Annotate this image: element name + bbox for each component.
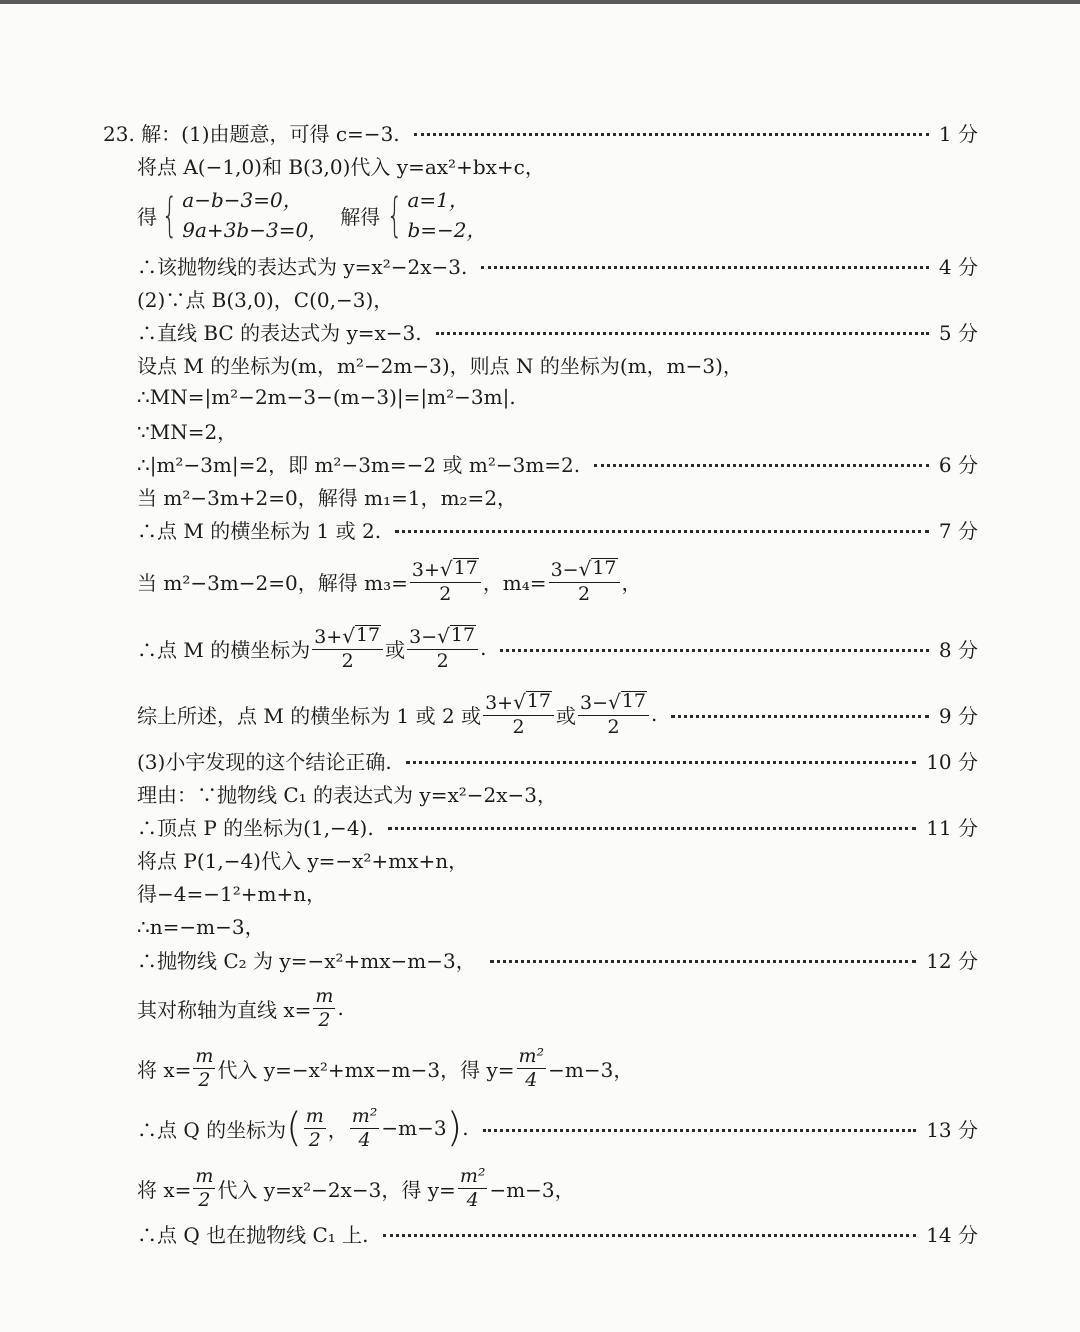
fraction-numerator: 3− — [409, 625, 438, 648]
system-prefix: 得 — [137, 204, 157, 229]
fraction: 3− √ 17 2 — [578, 691, 649, 737]
line-text: ∴抛物线 C₂ 为 y=−x²+mx−m−3， — [137, 948, 476, 973]
line-text-pre: ∴点 M 的横坐标为 — [137, 637, 311, 662]
score-label: 1 分 — [938, 121, 978, 146]
fraction-numerator: 3+ — [314, 625, 343, 648]
solution-line-3-system — [137, 187, 978, 243]
left-paren-icon: ( — [286, 1105, 302, 1151]
line-text-post: ， — [621, 570, 642, 595]
score-label: 14 分 — [926, 1222, 978, 1247]
line-text: ∴点 M 的横坐标为 1 或 2. — [137, 518, 382, 543]
line-text-post: . — [480, 636, 487, 660]
fraction — [517, 1044, 547, 1091]
line-text: 23. 解：(1)由题意，可得 c=−3. — [103, 121, 400, 146]
system-eq-3: a=1， — [407, 188, 469, 212]
solution-line-5 — [137, 283, 978, 313]
system-eq-1: a−b−3=0， — [182, 188, 303, 212]
equation-system-1 — [157, 185, 328, 245]
radicand: 17 — [526, 690, 552, 713]
dotted-leader — [483, 1129, 917, 1132]
fraction — [304, 1104, 326, 1151]
score-label: 11 分 — [926, 815, 978, 840]
score-label: 13 分 — [926, 1117, 978, 1142]
solution-line-25 — [137, 1100, 978, 1156]
fraction-denominator: 2 — [198, 1068, 211, 1091]
fraction: 3+ √ 17 2 — [483, 691, 554, 737]
radicand: 17 — [355, 624, 381, 647]
line-text-comma: ， — [327, 1117, 348, 1142]
solution-line-27 — [137, 1218, 978, 1248]
fraction-numerator: m² — [351, 1104, 378, 1127]
fraction: 3− √ 17 2 — [549, 558, 620, 604]
line-text: ∴n=−m−3， — [137, 914, 265, 939]
solution-line-14 — [137, 620, 978, 676]
solution-line-7 — [137, 349, 978, 379]
line-text-pre: 当 m²−3m−2=0，解得 m₃= — [137, 570, 408, 595]
fraction-numerator: m² — [518, 1044, 545, 1067]
score-label: 10 分 — [926, 749, 978, 774]
line-text: ∴点 Q 也在抛物线 C₁ 上. — [137, 1222, 369, 1247]
line-text: ∴顶点 P 的坐标为(1,−4). — [137, 815, 374, 840]
line-text-post: −m−3， — [548, 1057, 634, 1082]
line-text: ∴MN=|m²−2m−3−(m−3)|=|m²−3m|. — [137, 385, 516, 409]
solution-line-20 — [137, 877, 978, 907]
solution-line-18 — [137, 811, 978, 841]
fraction-denominator: 2 — [341, 649, 354, 672]
fraction-denominator: 2 — [607, 715, 620, 738]
solution-line-22 — [137, 944, 978, 974]
solution-line-9 — [137, 415, 978, 445]
score-label: 9 分 — [938, 703, 978, 728]
brace-icon: { — [161, 188, 178, 242]
line-text: ∵MN=2， — [137, 419, 238, 444]
fraction — [193, 1164, 215, 1211]
radicand: 17 — [592, 557, 617, 580]
line-text-post: . — [337, 996, 344, 1020]
dotted-leader — [594, 464, 929, 467]
line-text: 得−4=−1²+m+n， — [137, 881, 327, 906]
fraction — [458, 1164, 488, 1211]
solution-line-1 — [103, 117, 978, 147]
fraction-denominator: 2 — [439, 582, 452, 605]
dotted-leader — [436, 332, 929, 335]
dotted-leader — [388, 827, 916, 830]
fraction-numerator: m — [195, 1044, 214, 1067]
system-mid: 解得 — [340, 204, 381, 229]
line-text-mid: 代入 y=−x²+mx−m−3，得 y= — [217, 1057, 515, 1082]
fraction — [350, 1104, 380, 1151]
dotted-leader — [383, 1234, 917, 1237]
score-label: 5 分 — [938, 320, 978, 345]
score-label: 4 分 — [938, 254, 978, 279]
solution-line-4 — [137, 250, 978, 280]
line-text-mid: 或 — [385, 637, 406, 662]
solution-line-11 — [137, 481, 978, 511]
brace-icon: { — [386, 188, 403, 242]
solution-line-15 — [137, 686, 978, 742]
dotted-leader — [395, 530, 929, 533]
fraction-denominator: 4 — [358, 1128, 371, 1151]
fraction-denominator: 2 — [198, 1188, 211, 1211]
line-text: ∴直线 BC 的表达式为 y=x−3. — [137, 320, 422, 345]
line-text-end: . — [462, 1116, 469, 1140]
line-text-pre: ∴点 Q 的坐标为 — [137, 1117, 287, 1142]
line-text: 将点 P(1,−4)代入 y=−x²+mx+n， — [137, 848, 469, 873]
fraction-numerator: 3− — [580, 691, 609, 714]
dotted-leader — [481, 266, 929, 269]
line-text-pre: 将 x= — [137, 1057, 192, 1082]
fraction-denominator: 2 — [318, 1008, 331, 1031]
fraction-numerator: m — [305, 1104, 324, 1127]
fraction-denominator: 2 — [308, 1128, 321, 1151]
radicand: 17 — [621, 690, 646, 713]
line-text-pre: 综上所述，点 M 的横坐标为 1 或 2 或 — [137, 703, 482, 728]
fraction-denominator: 2 — [577, 582, 591, 605]
fraction: 3+ √ 17 2 — [410, 558, 481, 604]
dotted-leader — [490, 960, 916, 963]
dotted-leader — [406, 761, 917, 764]
line-text-post: −m−3， — [489, 1177, 575, 1202]
score-label: 6 分 — [938, 452, 978, 477]
solution-line-6 — [137, 316, 978, 346]
fraction-denominator: 4 — [466, 1188, 479, 1211]
fraction-denominator: 4 — [525, 1068, 538, 1091]
fraction-numerator: 3− — [550, 558, 579, 581]
score-label: 8 分 — [938, 637, 978, 662]
solution-line-23 — [137, 980, 978, 1036]
fraction-numerator: 3+ — [485, 691, 514, 714]
fraction-numerator: 3+ — [411, 558, 440, 581]
dotted-leader — [414, 133, 929, 136]
solution-line-13 — [137, 553, 978, 609]
fraction-numerator: m² — [459, 1164, 486, 1187]
solution-line-19 — [137, 844, 978, 874]
line-text: (3)小宇发现的这个结论正确. — [137, 749, 392, 774]
solution-line-16 — [137, 745, 978, 775]
fraction-denominator: 2 — [512, 715, 525, 738]
system-eq-4: b=−2， — [407, 218, 487, 242]
line-text-mid: 或 — [556, 703, 577, 728]
line-text-pre: 将 x= — [137, 1177, 192, 1202]
dotted-leader — [671, 715, 929, 718]
line-text-mid: ，m₄= — [482, 570, 547, 595]
line-text-post: . — [650, 702, 658, 726]
line-text-pre: 其对称轴为直线 x= — [137, 997, 312, 1022]
line-text: 理由：∵抛物线 C₁ 的表达式为 y=x²−2x−3， — [137, 782, 557, 807]
system-eq-2: 9a+3b−3=0， — [182, 218, 329, 242]
line-text: ∴该抛物线的表达式为 y=x²−2x−3. — [137, 254, 468, 279]
solution-line-21 — [137, 910, 978, 940]
fraction: 3+ √ 17 2 — [312, 625, 383, 671]
solution-line-17 — [137, 778, 978, 808]
solution-line-26 — [137, 1160, 978, 1216]
line-text: 设点 M 的坐标为(m，m²−2m−3)，则点 N 的坐标为(m，m−3)， — [137, 353, 743, 378]
score-label: 12 分 — [926, 948, 978, 973]
radicand: 17 — [453, 557, 478, 580]
fraction-denominator: 2 — [436, 649, 449, 672]
dotted-leader — [500, 649, 928, 652]
fraction — [193, 1044, 215, 1091]
fraction-numerator: m — [315, 984, 334, 1007]
line-text: 将点 A(−1,0)和 B(3,0)代入 y=ax²+bx+c， — [137, 154, 545, 179]
solution-line-10 — [137, 448, 978, 478]
line-text: 当 m²−3m+2=0，解得 m₁=1，m₂=2， — [137, 485, 518, 510]
fraction: 3− √ 17 2 — [407, 625, 478, 671]
solution-line-12 — [137, 514, 978, 544]
line-text-mid: 代入 y=x²−2x−3，得 y= — [217, 1177, 456, 1202]
solution-line-24 — [137, 1040, 978, 1096]
solution-line-2 — [137, 150, 978, 180]
line-text: ∴|m²−3m|=2，即 m²−3m=−2 或 m²−3m=2. — [137, 452, 581, 477]
right-paren-icon: ) — [446, 1105, 463, 1151]
equation-system-2 — [382, 185, 486, 245]
solution-line-8 — [137, 382, 978, 412]
fraction-numerator: m — [195, 1164, 214, 1187]
radicand: 17 — [450, 624, 476, 647]
line-text-post: −m−3 — [381, 1116, 447, 1140]
line-text: (2)∵点 B(3,0)，C(0,−3)， — [137, 287, 394, 312]
fraction — [313, 984, 335, 1031]
score-label: 7 分 — [938, 518, 978, 543]
